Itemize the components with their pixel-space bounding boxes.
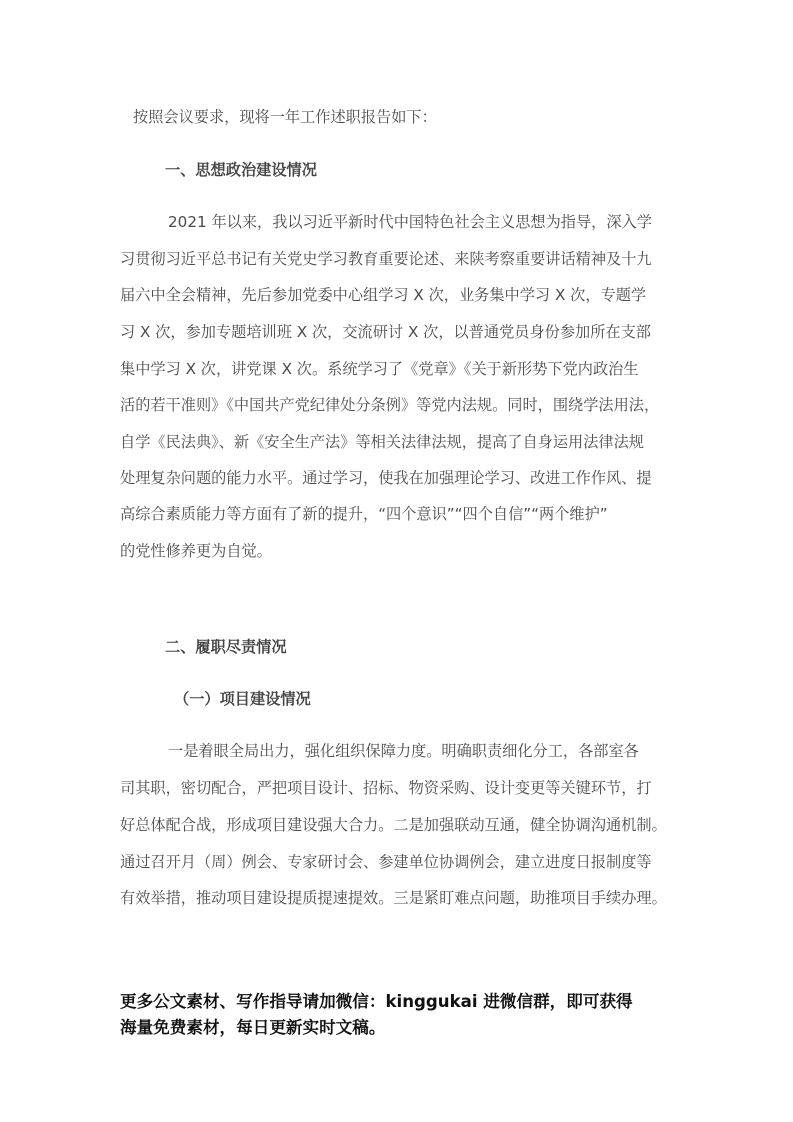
body-line: 通过召开月（周）例会、专家研讨会、参建单位协调例会，建立进度日报制度等: [120, 853, 652, 871]
body-line: 习贯彻习近平总书记有关党史学习教育重要论述、来陕考察重要讲话精神及十九: [120, 250, 652, 268]
body-line: 习 X 次，参加专题培训班 X 次，交流研讨 X 次，以普通党员身份参加所在支部: [120, 323, 651, 341]
body-line: 司其职，密切配合，严把项目设计、招标、物资采购、设计变更等关键环节，打: [120, 779, 652, 797]
body-line: 的党性修养更为自觉。: [120, 542, 272, 560]
body-line: 自学《民法典》、新《安全生产法》等相关法律法规，提高了自身运用法律法规: [120, 433, 644, 451]
section-heading-2: 二、履职尽责情况: [165, 638, 287, 656]
body-line: 届六中全会精神，先后参加党委中心组学习 X 次，业务集中学习 X 次，专题学: [120, 286, 647, 304]
body-line: 一是着眼全局出力，强化组织保障力度。明确职责细化分工，各部室各: [168, 742, 639, 760]
body-line: 处理复杂问题的能力水平。通过学习，使我在加强理论学习、改进工作作风、提: [120, 469, 652, 487]
body-line: 2021 年以来，我以习近平新时代中国特色社会主义思想为指导，深入学: [168, 213, 652, 231]
intro-paragraph: 按照会议要求，现将一年工作述职报告如下：: [133, 108, 437, 126]
body-line: 高综合素质能力等方面有了新的提升，“四个意识”“四个自信”“两个维护”: [120, 505, 608, 523]
footer-promo-line: 更多公文素材、写作指导请加微信：kinggukai 进微信群，即可获得: [120, 992, 633, 1011]
body-line: 有效举措，推动项目建设提质提速提效。三是紧盯难点问题，助推项目手续办理。: [120, 889, 667, 907]
body-line: 好总体配合战，形成项目建设强大合力。二是加强联动互通，健全协调沟通机制。: [120, 816, 667, 834]
body-line: 集中学习 X 次，讲党课 X 次。系统学习了《党章》《关于新形势下党内政治生: [120, 360, 639, 378]
section-heading-1: 一、思想政治建设情况: [165, 161, 317, 179]
subsection-heading: （一）项目建设情况: [174, 690, 311, 708]
footer-promo-line: 海量免费素材，每日更新实时文稿。: [120, 1018, 386, 1037]
body-line: 活的若干准则》《中国共产党纪律处分条例》等党内法规。同时，围绕学法用法，: [120, 396, 660, 414]
